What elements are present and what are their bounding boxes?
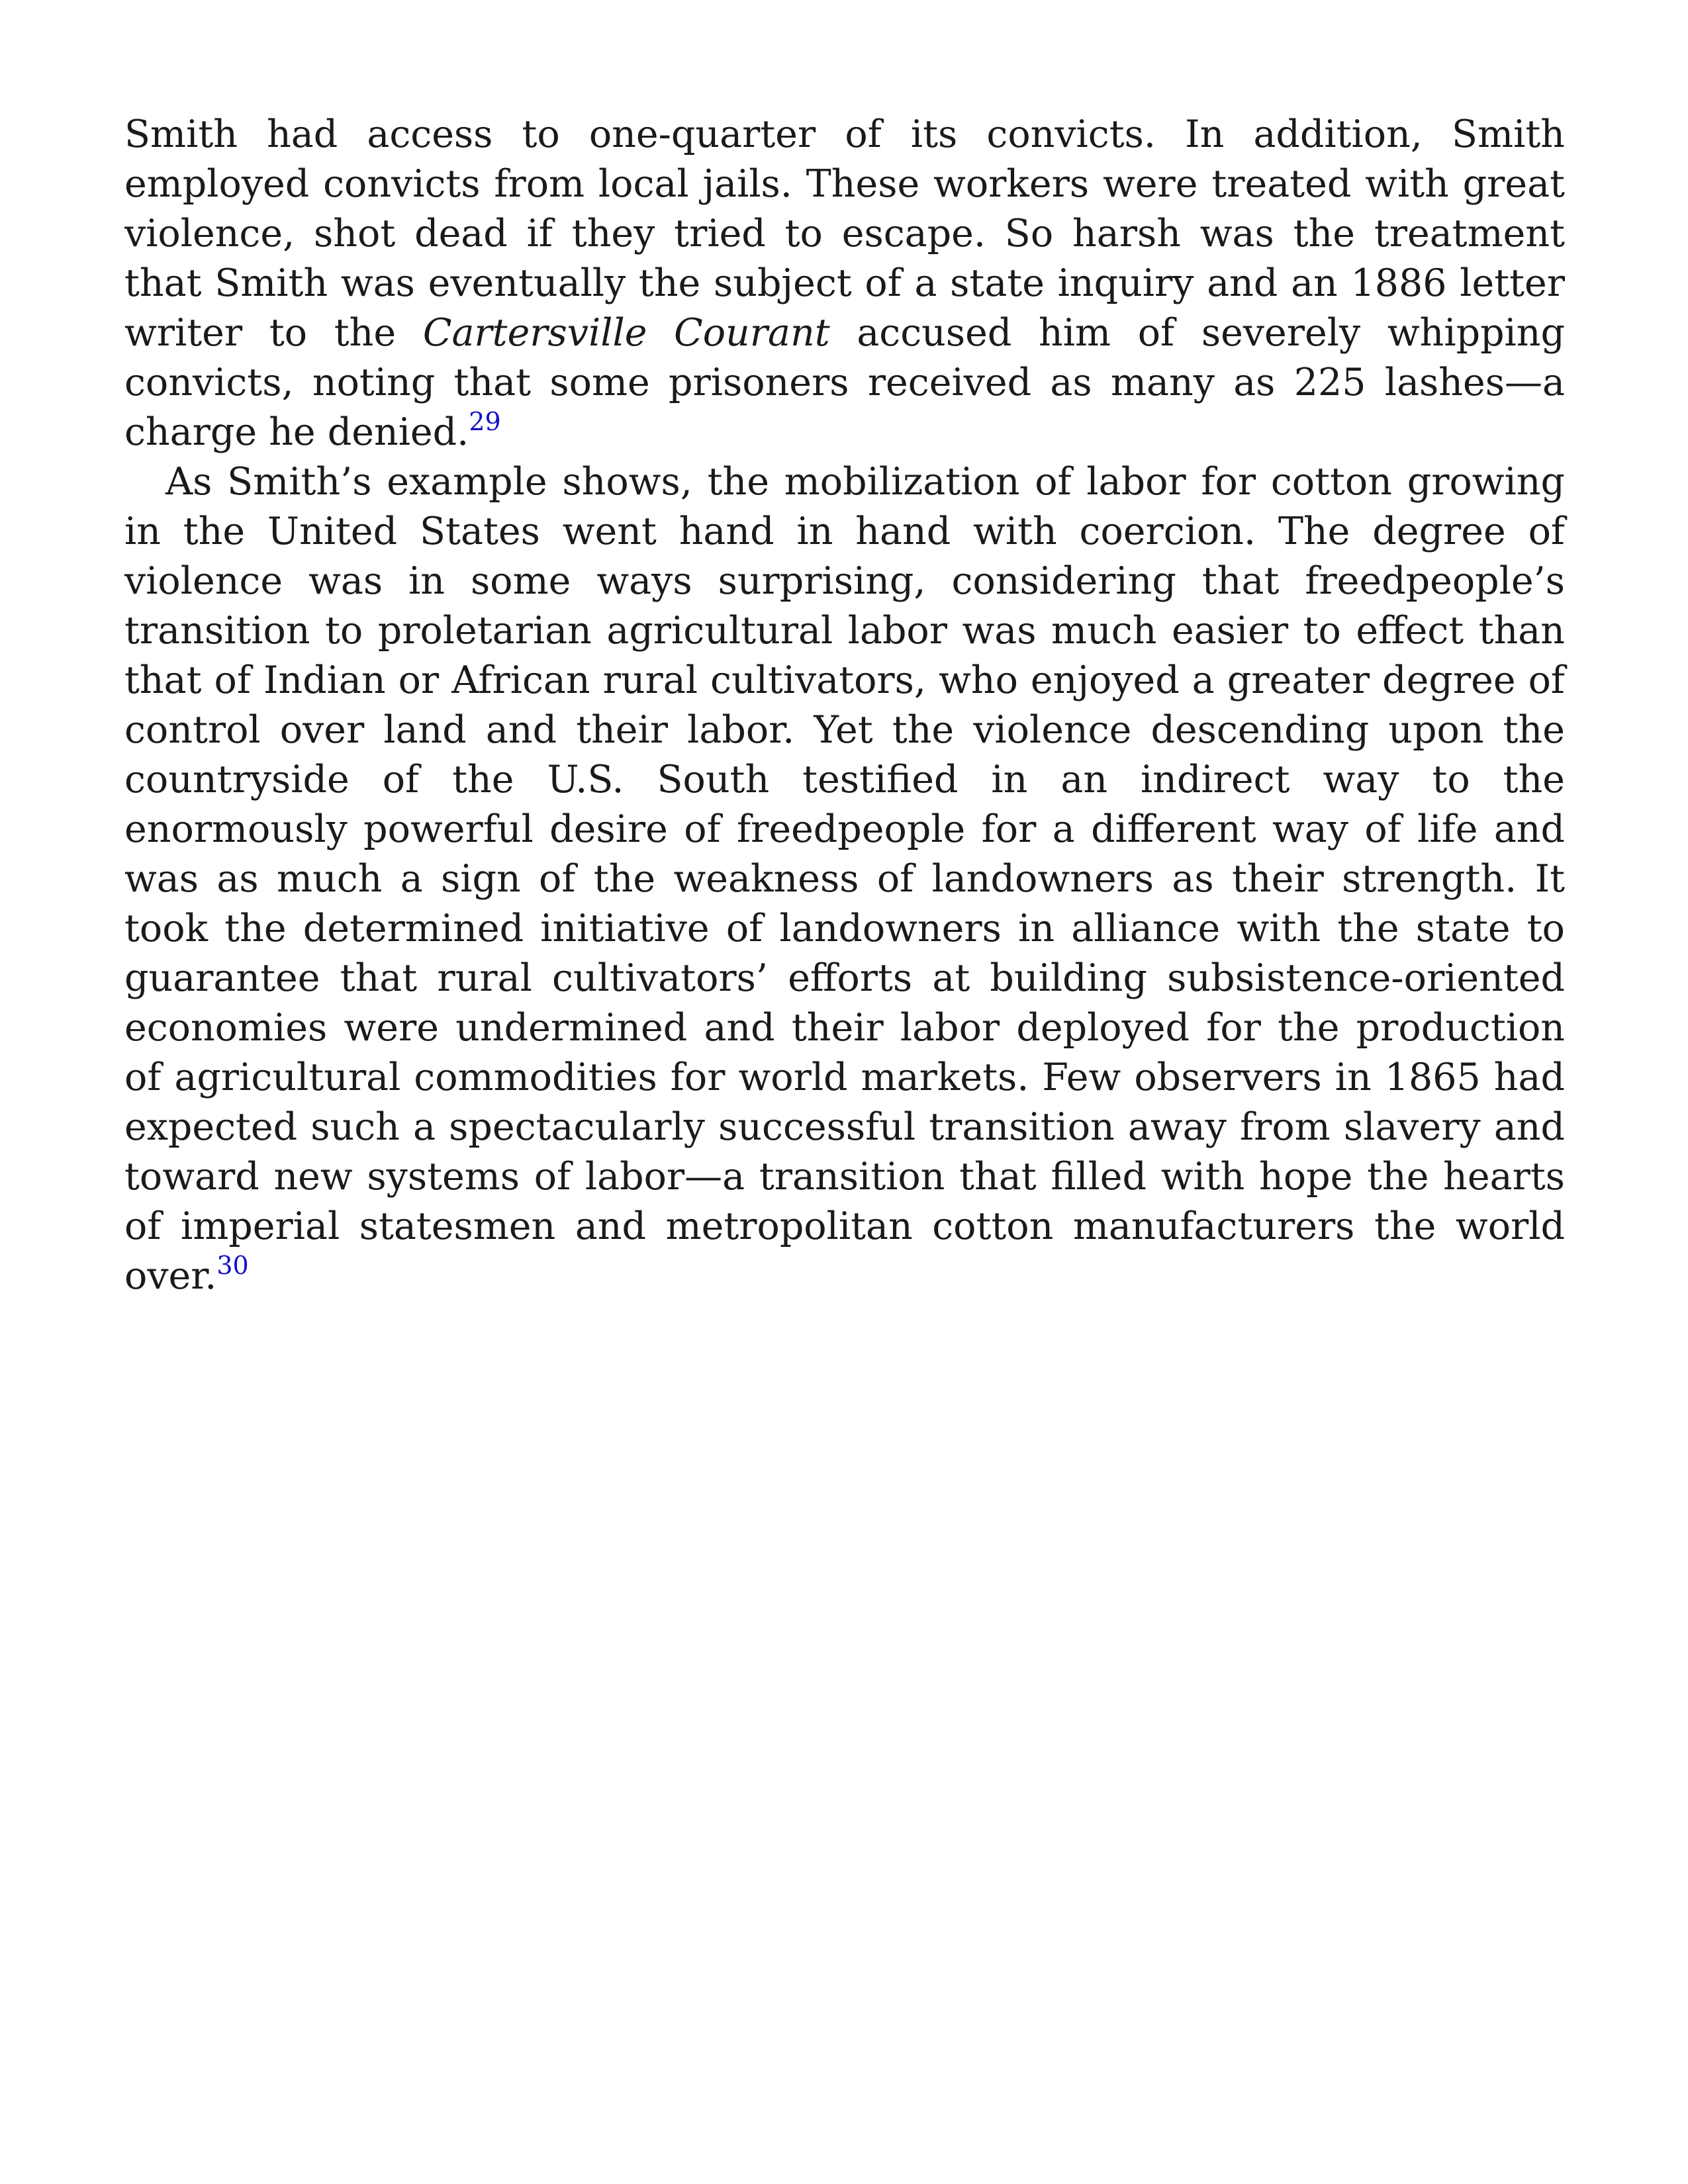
footnote-link-30[interactable]: 30: [216, 1251, 249, 1280]
paragraph-2: [124, 457, 1565, 1301]
paragraph-1-text: Smith had access to one-quarter of its convicts. In addition, Smith employed convicts from local jails. These workers were treated with great violence, shot dead if they tried to escape. So harsh was the treatment that Smith was eventually the subject of a state inquiry and an 1886 letter writer to the: [124, 113, 1565, 355]
page-body: [124, 110, 1565, 1301]
paragraph-2-text: As Smith’s example shows, the mobilization of labor for cotton growing in the United States went hand in hand with coercion. The degree of violence was in some ways surprising, considering that freedpeople’s transition to proletarian agricultural labor was much easier to effect than that of Indian or African rural cultivators, who enjoyed a greater degree of control over land and their labor. Yet the violence descending upon the countryside of the U.S. South testified in an indirect way to the enormously powerful desire of freedpeople for a different way of life and was as much a sign of the weakness of landowners as their strength. It took the determined initiative of landowners in alliance with the state to guarantee that rural cultivators’ efforts at building subsistence-oriented economies were undermined and their labor deployed for the production of agricultural commodities for world markets. Few observers in 1865 had expected such a spectacularly successful transition away from slavery and toward new systems of labor—a transition that filled with hope the hearts of imperial statesmen and metropolitan cotton manufacturers the world over.: [124, 460, 1565, 1298]
paragraph-1-text-continued: accused him of severely whipping convicts, noting that some prisoners received as many as 225 lashes—a charge he denied.: [124, 311, 1565, 454]
newspaper-title: Cartersville Courant: [422, 311, 830, 355]
footnote-link-29[interactable]: 29: [469, 407, 501, 436]
paragraph-1: [124, 110, 1565, 457]
